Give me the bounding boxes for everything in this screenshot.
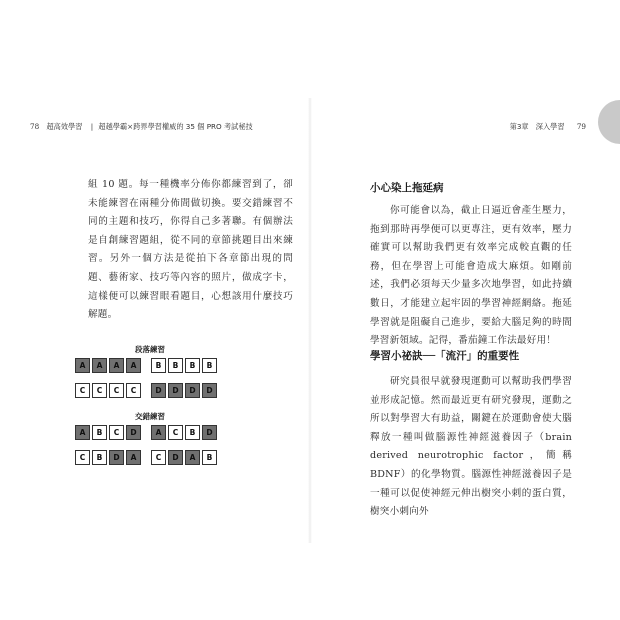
- practice-cell: C: [109, 383, 124, 398]
- practice-cell: A: [185, 450, 200, 465]
- cell-group: [151, 425, 217, 440]
- practice-cell: C: [75, 450, 90, 465]
- practice-cell: A: [151, 425, 166, 440]
- section-heading-procrastination: 小心染上拖延病: [370, 182, 444, 194]
- practice-cell: D: [202, 425, 217, 440]
- practice-cell: B: [202, 450, 217, 465]
- practice-cell: C: [75, 383, 90, 398]
- page-number-right: 79: [576, 122, 586, 131]
- cell-group: [151, 358, 217, 373]
- practice-cell: C: [126, 383, 141, 398]
- practice-cell: A: [126, 358, 141, 373]
- left-paragraph: 組 10 題。每一種機率分佈你都練習到了，卻未能練習在兩種分佈間做切換。要交錯練習不同的主題和技巧，你得自己多著聯。有個辦法是自創練習題組，從不同的章節挑題目出來練習。另外一個方法是從拍下各章節出現的問題、藝術家、技巧等內容的照片，做成字卡，這樣便可以練習眼看題目，心想該用什麼技巧解題。: [88, 179, 293, 321]
- practice-cell: D: [109, 450, 124, 465]
- practice-cell: C: [109, 425, 124, 440]
- practice-cell: A: [109, 358, 124, 373]
- running-head-left: [30, 122, 253, 132]
- book-gutter: [308, 98, 312, 543]
- practice-cell: D: [185, 383, 200, 398]
- practice-cell: B: [151, 358, 166, 373]
- chapter-thumb-tab: [598, 100, 620, 144]
- practice-cell: D: [168, 383, 183, 398]
- cell-group: [75, 425, 141, 440]
- page-number-left: 78: [30, 122, 40, 131]
- right-paragraph-2: 研究員很早就發現運動可以幫助我們學習並形成記憶。然而最近更有研究發現，運動之所以對學習大有助益，關鍵在於運動會使大腦釋放一種叫做腦源性神經滋養因子（brain derived neurotrophic factor，簡稱 BDNF）的化學物質。腦源性神經滋養因子是一種可以促使神經元伸出樹突小刺的蛋白質，樹突小刺向外: [370, 376, 572, 518]
- right-body-text-1: [370, 202, 572, 351]
- diagram-row: [75, 425, 217, 440]
- left-body-text: [88, 176, 293, 325]
- practice-cell: C: [92, 383, 107, 398]
- cell-group: [75, 383, 141, 398]
- running-head-separator: |: [90, 122, 94, 131]
- cell-group: [75, 450, 141, 465]
- diagram-row: [75, 450, 217, 465]
- running-head-right: [510, 122, 586, 132]
- practice-cell: A: [126, 450, 141, 465]
- practice-cell: B: [92, 425, 107, 440]
- practice-cell: B: [202, 358, 217, 373]
- practice-cell: B: [92, 450, 107, 465]
- practice-cell: A: [75, 425, 90, 440]
- practice-cell: B: [185, 358, 200, 373]
- right-body-text-2: [370, 373, 572, 522]
- book-title: 超高效學習: [46, 122, 83, 131]
- practice-cell: A: [75, 358, 90, 373]
- right-paragraph-1: 你可能會以為，截止日逼近會產生壓力，拖到那時再學便可以更專注，更有效率，壓力確實可以幫助我們更有效率完成較直觀的任務，但在學習上可能會造成大麻煩。如剛前述，我們必須每天少量多次地學習，如此持續數日，才能建立起牢固的學習神經網絡。拖延學習就是阻礙自己進步，要給大腦足夠的時間學習新領域。記得，番茄鐘工作法最好用！: [370, 205, 572, 347]
- practice-cell: D: [151, 383, 166, 398]
- cell-group: [151, 450, 217, 465]
- practice-diagram: [75, 344, 225, 474]
- practice-cell: D: [168, 450, 183, 465]
- chapter-title: 第3章 深入學習: [509, 122, 565, 131]
- practice-cell: A: [92, 358, 107, 373]
- practice-cell: D: [202, 383, 217, 398]
- cell-group: [75, 358, 141, 373]
- blocked-practice-label: 段落練習: [135, 345, 165, 354]
- diagram-row: [75, 383, 217, 398]
- practice-cell: C: [168, 425, 183, 440]
- diagram-row: [75, 358, 217, 373]
- practice-cell: C: [151, 450, 166, 465]
- practice-cell: B: [168, 358, 183, 373]
- cell-group: [151, 383, 217, 398]
- section-heading-exercise-tip: 學習小祕訣──「流汗」的重要性: [370, 350, 520, 362]
- practice-cell: B: [185, 425, 200, 440]
- interleaved-practice-label: 交錯練習: [135, 412, 165, 421]
- practice-cell: D: [126, 425, 141, 440]
- book-subtitle: 超越學霸×跨界學習權威的 35 個 PRO 考試秘技: [98, 122, 253, 131]
